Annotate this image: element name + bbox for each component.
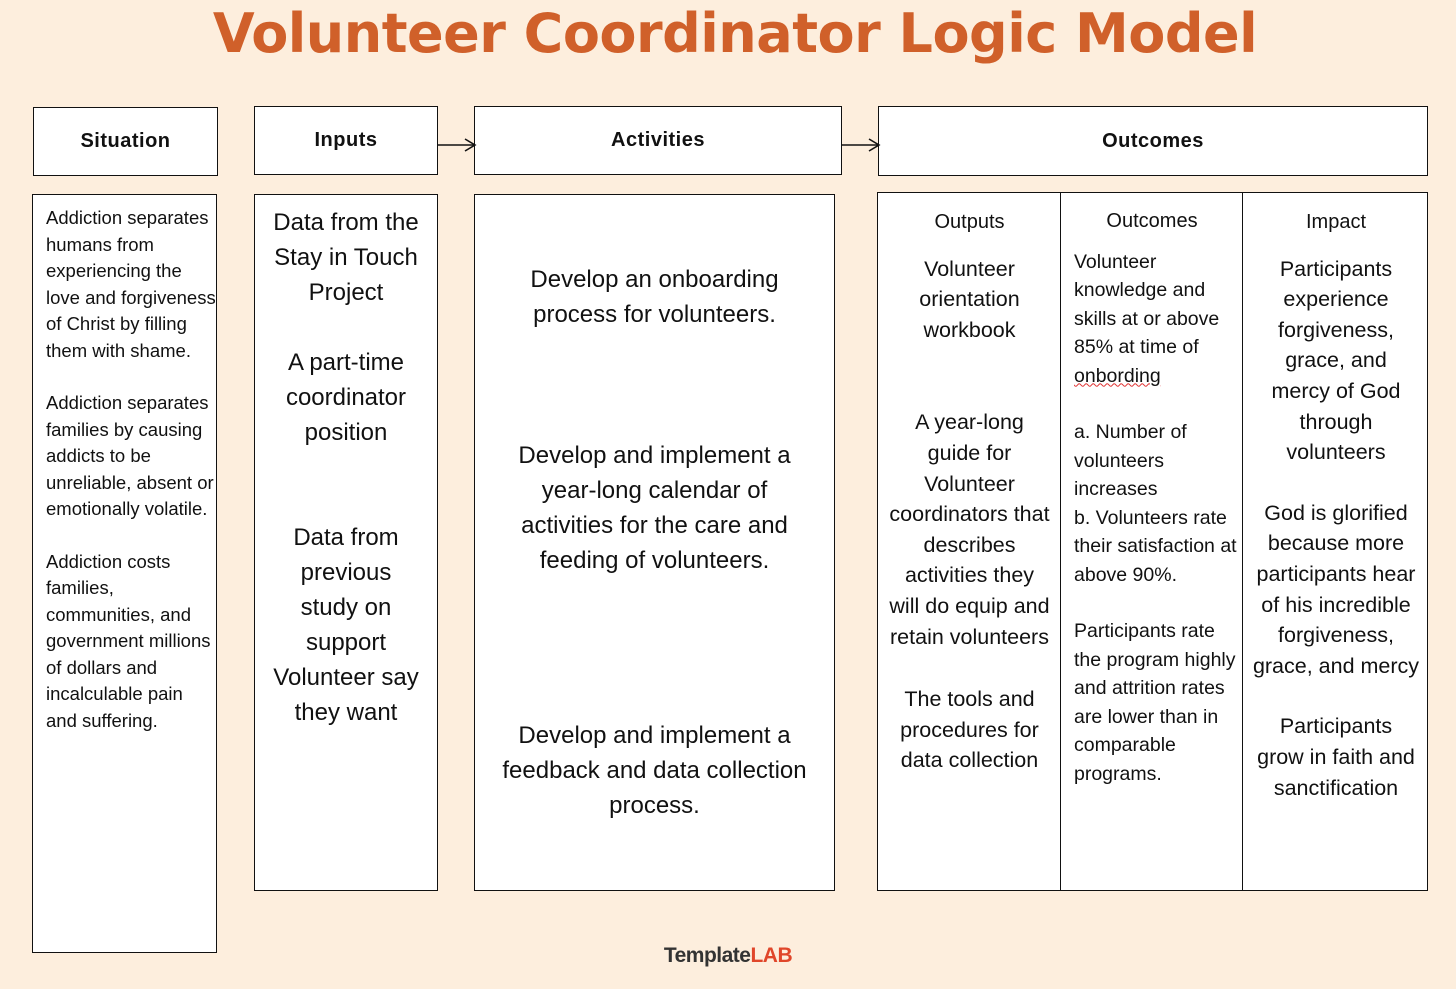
- templatelab-logo: [0, 944, 1456, 968]
- outcome-item: a. Number of volunteers increases: [1074, 421, 1187, 500]
- outcomes-header: [878, 106, 1428, 176]
- activities-header: [474, 106, 842, 175]
- outcomes-section: [877, 192, 1428, 891]
- outcome-item: b. Volunteers rate their satisfaction at above 90%.: [1074, 506, 1237, 586]
- divider: [1242, 193, 1243, 890]
- logo-text: Template: [663, 944, 751, 967]
- impact-item: Participants grow in faith and sanctification: [1257, 714, 1415, 800]
- outcome-item: [1074, 248, 1242, 391]
- inputs-column: [254, 194, 438, 891]
- arrow-icon: [841, 136, 881, 154]
- input-item: A part-time coordinator position: [285, 349, 407, 446]
- page-title: Volunteer Coordinator Logic Model: [212, 2, 1258, 65]
- situation-header-label: Situation: [80, 130, 171, 152]
- activities-header-label: Activities: [611, 129, 705, 151]
- situation-item: Addiction costs families, communities, and government millions of dollars and incalculable pain and suffering.: [46, 550, 211, 731]
- activity-item: Develop and implement a feedback and data collection process.: [502, 722, 807, 819]
- arrow-icon: [437, 136, 477, 154]
- output-item: Volunteer orientation workbook: [919, 256, 1020, 342]
- impact-item: God is glorified because more participants hear of his incredible forgiveness, grace, and mercy: [1252, 500, 1420, 678]
- outcomes-column: [1062, 193, 1242, 890]
- input-item: Data from previous study on support Volunteer say they want: [273, 524, 419, 726]
- misspelled-word: onbording: [1074, 364, 1161, 387]
- impact-column: [1244, 193, 1428, 890]
- situation-item: Addiction separates families by causing addicts to be unreliable, absent or emotionally volatile.: [46, 392, 214, 519]
- activity-item: Develop and implement a year-long calendar of activities for the care and feeding of volunteers.: [518, 442, 791, 574]
- impact-heading: Impact: [1305, 211, 1367, 233]
- output-item: The tools and procedures for data collection: [900, 687, 1039, 773]
- outcome-item-text: Volunteer knowledge and skills at or above 85% at time of: [1074, 250, 1220, 358]
- outputs-heading: Outputs: [934, 211, 1005, 233]
- outcomes-heading: Outcomes: [1106, 210, 1198, 232]
- outputs-column: [878, 193, 1061, 890]
- situation-header: [33, 107, 218, 176]
- activities-column: [474, 194, 835, 891]
- outcome-item: Participants rate the program highly and attrition rates are lower than in comparable programs.: [1074, 620, 1236, 785]
- activity-item: Develop an onboarding process for volunteers.: [530, 266, 779, 328]
- input-item: Data from the Stay in Touch Project: [273, 209, 419, 306]
- output-item: A year-long guide for Volunteer coordinators that describes activities they will do equip and retain volunteers: [889, 410, 1050, 649]
- situation-item: Addiction separates humans from experiencing the love and forgiveness of Christ by filling them with shame.: [46, 207, 216, 361]
- logo-text-accent: LAB: [750, 944, 793, 967]
- inputs-header: [254, 106, 438, 175]
- impact-item: Participants experience forgiveness, grace, and mercy of God through volunteers: [1271, 256, 1401, 465]
- situation-column: [32, 194, 217, 953]
- outcomes-header-label: Outcomes: [1102, 129, 1204, 152]
- inputs-header-label: Inputs: [314, 129, 378, 151]
